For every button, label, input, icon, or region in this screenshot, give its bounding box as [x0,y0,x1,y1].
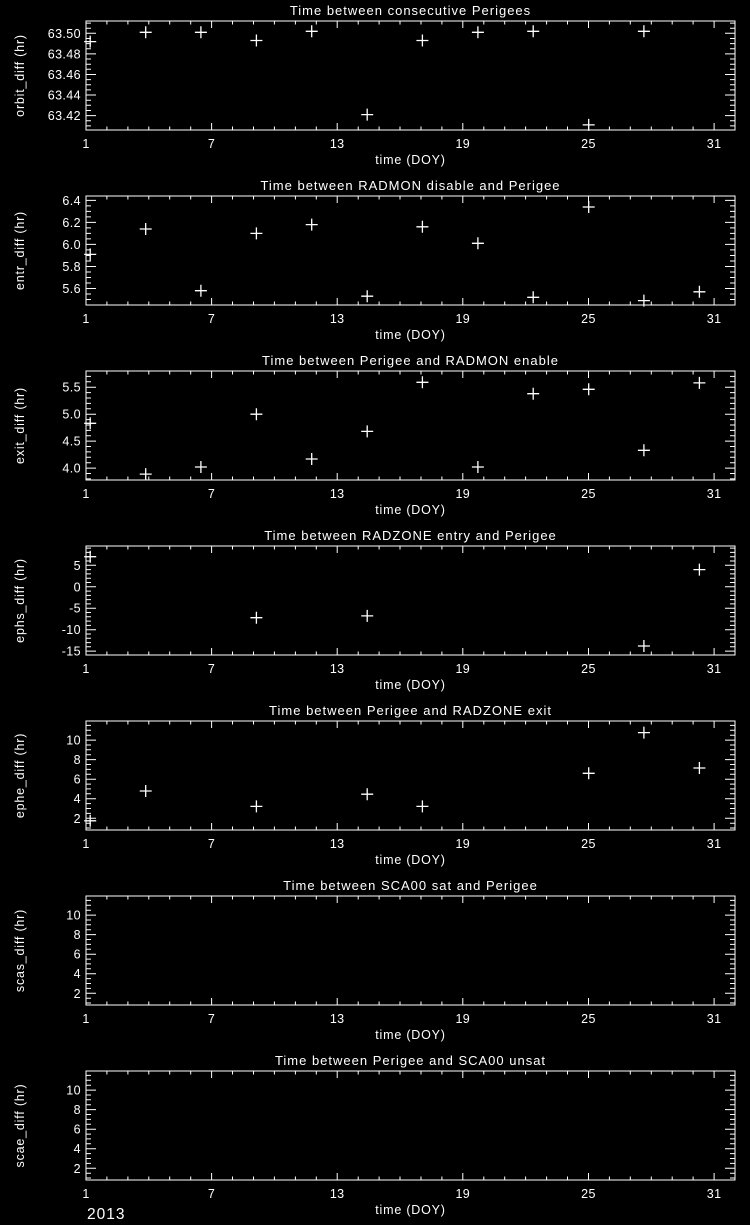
x-tick-label: 13 [329,662,345,676]
x-tick-label: 7 [207,662,216,676]
x-axis-label: time (DOY) [375,153,446,167]
y-tick-label: 0 [73,580,81,595]
y-tick-label: 6.0 [62,237,81,252]
y-tick-label: 5 [73,558,81,573]
plot-frame [86,371,735,480]
x-tick-label: 31 [706,312,722,326]
y-axis-label: ephs_diff (hr) [13,558,27,643]
axis-ticks [86,896,735,1005]
x-tick-label: 13 [329,312,345,326]
x-tick-label: 25 [581,837,596,851]
x-tick-label: 31 [706,1012,722,1026]
plot-title: Time between Perigee and RADMON enable [262,353,559,368]
x-tick-label: 13 [329,837,345,851]
x-axis-label: time (DOY) [375,503,446,517]
y-axis-label: exit_diff (hr) [13,387,27,464]
x-tick-label: 19 [455,1187,471,1201]
y-axis-label: scas_diff (hr) [13,908,27,993]
data-points [84,201,705,307]
axis-ticks [86,196,735,305]
y-tick-label: 63.50 [47,26,81,41]
y-tick-label: -10 [61,623,81,638]
y-tick-label: 2 [73,986,81,1001]
y-tick-label: 4 [73,967,81,982]
axis-ticks [86,721,735,830]
x-tick-label: 19 [455,1012,471,1026]
x-tick-label: 31 [706,1187,722,1201]
x-axis-label: time (DOY) [375,328,446,342]
y-tick-label: 4 [73,1142,81,1157]
y-tick-label: -5 [69,601,81,616]
x-tick-label: 1 [82,1187,90,1201]
x-tick-label: 25 [581,1187,596,1201]
y-tick-label: 63.46 [47,68,81,82]
y-tick-label: 5.6 [62,282,81,296]
subplot-3 [0,350,750,525]
x-axis-label: time (DOY) [375,678,446,692]
x-axis-label: time (DOY) [375,1203,446,1217]
x-tick-label: 31 [706,837,722,851]
y-tick-label: 6.4 [62,193,81,208]
subplot-1 [0,0,750,175]
x-tick-label: 7 [207,487,216,501]
y-tick-label: 63.48 [47,47,81,62]
y-tick-label: 5.8 [62,260,81,274]
x-tick-label: 7 [207,1012,216,1026]
y-tick-label: 8 [73,928,81,943]
x-tick-label: 31 [706,137,722,151]
x-tick-label: 1 [82,1012,90,1026]
y-tick-label: 6 [73,772,81,787]
plot-title: Time between RADMON disable and Perigee [260,178,561,193]
subplot-6 [0,875,750,1050]
x-tick-label: 25 [581,487,596,501]
plot-frame [86,721,735,830]
data-points [84,727,705,827]
x-tick-label: 19 [455,837,471,851]
plot-title: Time between consecutive Perigees [289,3,532,18]
x-tick-label: 13 [329,1187,345,1201]
y-tick-label: 10 [66,1083,81,1098]
plot-frame [86,1071,735,1180]
plot-frame [86,896,735,1005]
y-tick-label: 5.5 [62,380,81,395]
y-tick-label: 6 [73,947,81,962]
x-tick-label: 13 [329,1012,345,1026]
y-tick-label: 63.44 [47,88,81,103]
y-axis-label: ephe_diff (hr) [13,732,27,819]
subplot-7 [0,1050,750,1225]
plot-frame [86,546,735,655]
y-tick-label: 6 [73,1122,81,1137]
x-tick-label: 19 [455,662,471,676]
y-tick-label: 8 [73,1103,81,1118]
y-tick-label: 4 [73,792,81,807]
plot-title: Time between RADZONE entry and Perigee [264,528,557,543]
x-tick-label: 7 [207,137,216,151]
x-axis-label: time (DOY) [375,853,446,867]
subplot-5 [0,700,750,875]
x-tick-label: 13 [329,137,345,151]
y-axis-label: scae_diff (hr) [13,1083,27,1168]
axis-ticks [86,371,735,480]
axis-ticks [86,546,735,655]
data-points [84,25,650,131]
x-tick-label: 1 [82,487,90,501]
y-tick-label: 4.5 [62,434,81,449]
data-points [84,376,705,480]
y-tick-label: -15 [61,644,81,659]
y-tick-label: 8 [73,753,81,768]
x-tick-label: 7 [207,837,216,851]
x-tick-label: 1 [82,312,90,326]
y-tick-label: 6.2 [62,215,81,230]
x-axis-label: time (DOY) [375,1028,446,1042]
y-tick-label: 10 [66,733,81,748]
x-tick-label: 31 [706,662,722,676]
x-tick-label: 7 [207,312,216,326]
x-tick-label: 19 [455,487,471,501]
year-label: 2013 [87,1206,126,1223]
x-tick-label: 1 [82,837,90,851]
x-tick-label: 7 [207,1187,216,1201]
y-axis-label: entr_diff (hr) [13,210,27,291]
x-tick-label: 25 [581,312,596,326]
x-tick-label: 19 [455,312,471,326]
y-tick-label: 5.0 [62,407,81,422]
subplot-2 [0,175,750,350]
y-tick-label: 10 [66,908,81,923]
y-tick-label: 2 [73,811,81,826]
y-axis-label: orbit_diff (hr) [13,34,27,117]
data-points [84,551,705,652]
x-tick-label: 25 [581,137,596,151]
subplot-4 [0,525,750,700]
y-tick-label: 4.0 [62,461,81,476]
y-tick-label: 63.42 [47,109,81,124]
y-tick-label: 2 [73,1161,81,1176]
x-tick-label: 31 [706,487,722,501]
x-tick-label: 1 [82,662,90,676]
plot-frame [86,21,735,130]
x-tick-label: 19 [455,137,471,151]
plot-title: Time between Perigee and RADZONE exit [269,703,552,718]
plot-title: Time between SCA00 sat and Perigee [283,878,538,893]
plot-title: Time between Perigee and SCA00 unsat [274,1053,547,1068]
axis-ticks [86,21,735,130]
x-tick-label: 25 [581,1012,596,1026]
axis-ticks [86,1071,735,1180]
plot-frame [86,196,735,305]
x-tick-label: 1 [82,137,90,151]
x-tick-label: 25 [581,662,596,676]
x-tick-label: 13 [329,487,345,501]
